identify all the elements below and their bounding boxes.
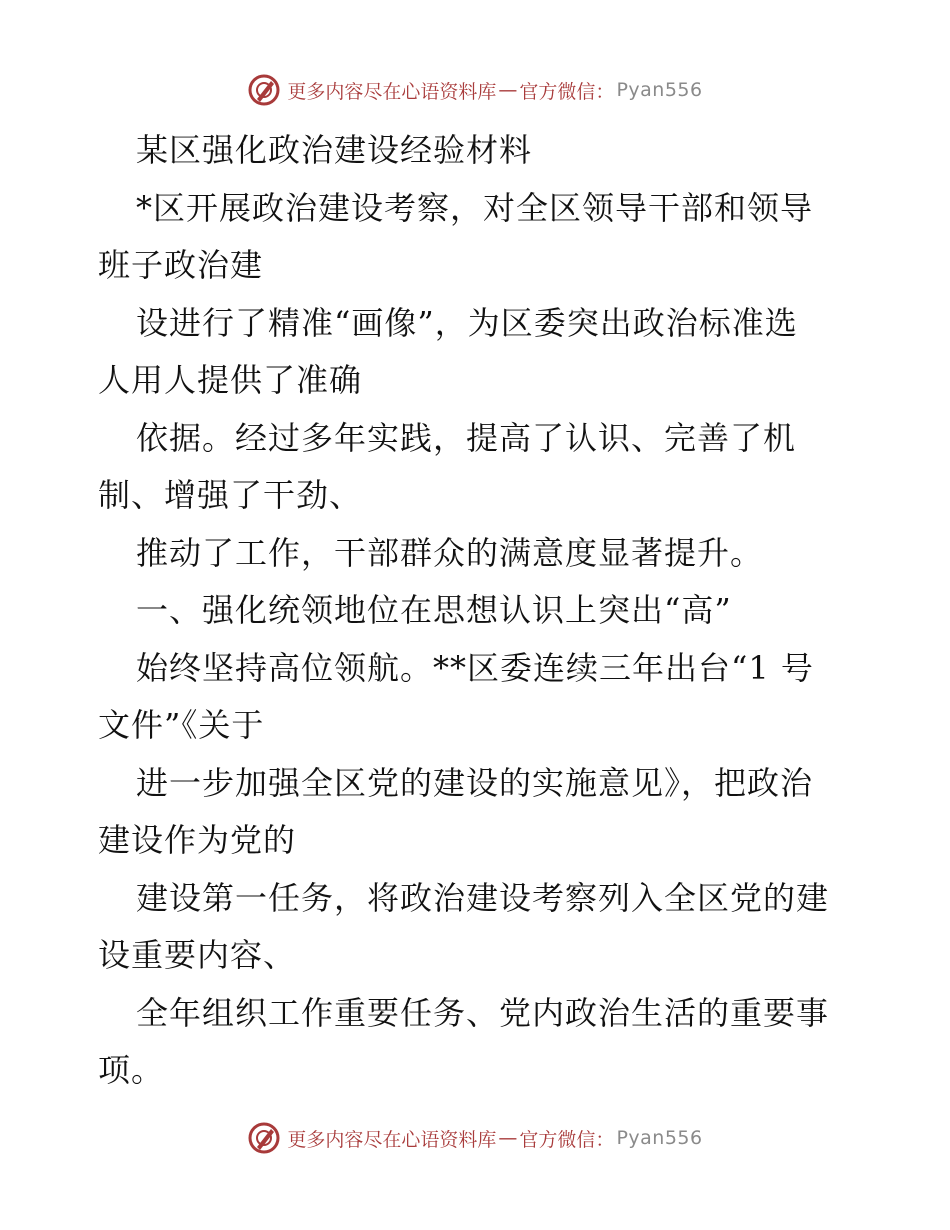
brand-logo-icon — [247, 73, 281, 107]
text-line: 始终坚持高位领航。**区委连续三年出台“1 号 — [136, 648, 814, 687]
text-line: *区开展政治建设考察，对全区领导干部和领导 — [136, 188, 814, 227]
text-line: 全年组织工作重要任务、党内政治生活的重要事 — [136, 993, 830, 1032]
wechat-label: 官方微信： — [519, 1128, 615, 1151]
text-line: 班子政治建 — [98, 246, 264, 284]
header-banner — [0, 70, 950, 110]
text-line: 推动了工作，干部群众的满意度显著提升。 — [136, 533, 764, 572]
wechat-label: 官方微信： — [519, 80, 615, 103]
text-line: 依据。经过多年实践，提高了认识、完善了机 — [136, 418, 797, 457]
text-line: 人用人提供了准确 — [98, 361, 363, 399]
footer-banner — [0, 1118, 950, 1158]
text-line: 建设第一任务，将政治建设考察列入全区党的建 — [136, 878, 830, 917]
banner-separator: — — [498, 79, 518, 101]
wechat-account: Pyan556 — [616, 79, 703, 101]
text-line: 项。 — [98, 1051, 165, 1089]
banner-text: 更多内容尽在心语资料库 — [287, 80, 497, 103]
banner-text: 更多内容尽在心语资料库 — [287, 1128, 497, 1151]
brand-logo-icon — [247, 1121, 281, 1155]
section-heading: 一、强化统领地位在思想认识上突出“高” — [136, 591, 732, 629]
banner-separator: — — [498, 1127, 518, 1149]
text-line: 建设作为党的 — [98, 821, 297, 859]
document-body — [98, 122, 858, 1100]
text-line: 设进行了精准“画像”，为区委突出政治标准选 — [136, 303, 798, 342]
text-line: 设重要内容、 — [98, 936, 297, 974]
text-line: 进一步加强全区党的建设的实施意见》，把政治 — [136, 763, 814, 802]
text-line: 文件”《关于 — [98, 706, 265, 744]
wechat-account: Pyan556 — [616, 1127, 703, 1149]
document-title: 某区强化政治建设经验材料 — [136, 131, 533, 169]
text-line: 制、增强了干劲、 — [98, 476, 363, 514]
